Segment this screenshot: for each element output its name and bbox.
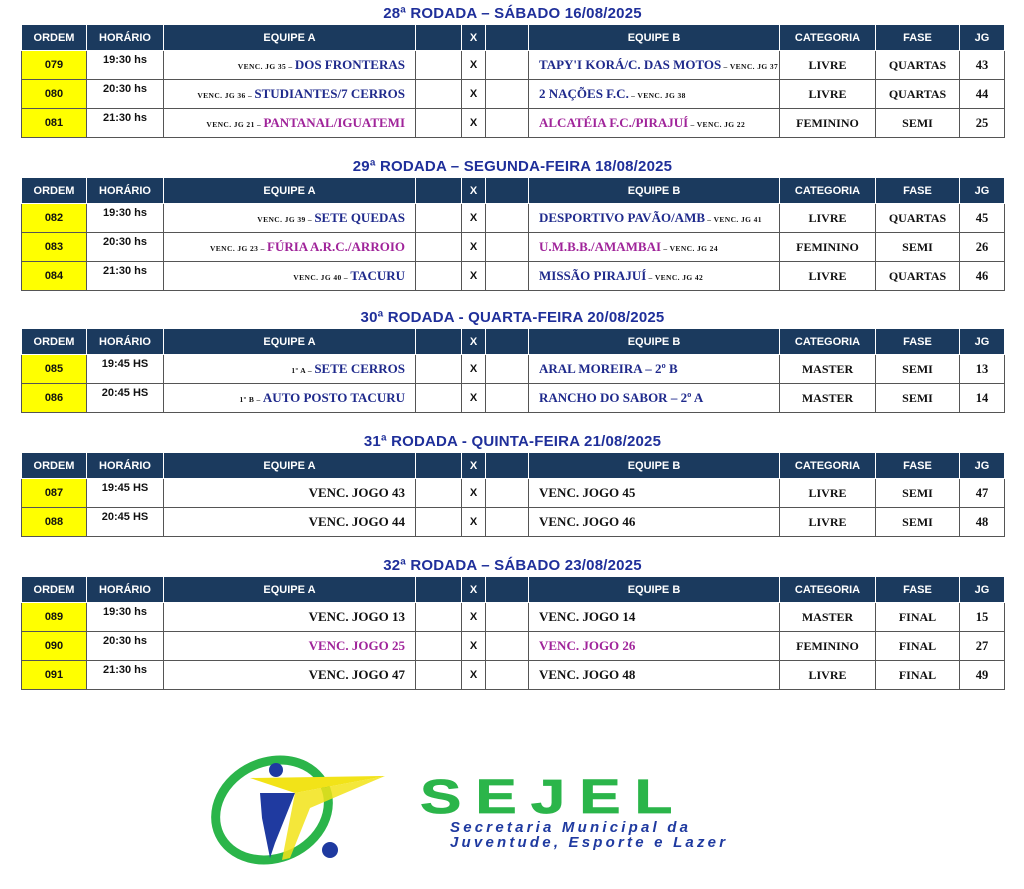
- table-row: [22, 51, 1005, 80]
- sejel-emblem-icon: [200, 748, 400, 878]
- schedule-table: [21, 577, 1005, 690]
- horario-cell: 21:30 hs: [87, 262, 164, 291]
- header-x: X: [462, 178, 486, 204]
- fase-cell: SEMI: [876, 508, 960, 537]
- equipe-a-name: TACURU: [350, 268, 405, 283]
- gap-cell: [486, 603, 529, 632]
- round-section: [21, 156, 1004, 291]
- fase-cell: QUARTAS: [876, 80, 960, 109]
- logo-wordmark: SEJEL: [420, 770, 687, 825]
- schedule-table: [21, 178, 1005, 291]
- ordem-cell: 082: [22, 204, 87, 233]
- equipe-b-suffix: – 2º A: [667, 390, 704, 405]
- header-ordem: ORDEM: [22, 577, 87, 603]
- horario-cell: 19:30 hs: [87, 603, 164, 632]
- versus-cell: X: [462, 233, 486, 262]
- fase-cell: SEMI: [876, 479, 960, 508]
- categoria-cell: LIVRE: [780, 204, 876, 233]
- gap-cell: [486, 508, 529, 537]
- equipe-a-cell: [164, 80, 416, 109]
- gap-cell: [486, 204, 529, 233]
- horario-cell: 19:30 hs: [87, 51, 164, 80]
- header-jg: JG: [960, 329, 1005, 355]
- equipe-b-cell: [529, 109, 780, 138]
- round-title: 31ª RODADA - QUINTA-FEIRA 21/08/2025: [363, 433, 662, 450]
- fase-cell: SEMI: [876, 384, 960, 413]
- schedule-table: [21, 453, 1005, 537]
- equipe-a-prefix: VENC. JG 23 –: [209, 244, 268, 253]
- equipe-a-name: STUDIANTES/7 CERROS: [254, 86, 405, 101]
- horario-cell: 20:45 HS: [87, 384, 164, 413]
- gap-cell: [416, 262, 462, 291]
- versus-cell: X: [462, 479, 486, 508]
- gap-cell: [416, 479, 462, 508]
- gap-cell: [416, 80, 462, 109]
- equipe-b-suffix: – VENC. JG 24: [661, 244, 718, 253]
- header-ordem: ORDEM: [22, 178, 87, 204]
- equipe-b-cell: [529, 204, 780, 233]
- header-gap: [416, 25, 462, 51]
- categoria-cell: FEMININO: [780, 632, 876, 661]
- table-header-row: [22, 178, 1005, 204]
- versus-cell: X: [462, 262, 486, 291]
- equipe-a-prefix: 1º B –: [239, 395, 263, 404]
- header-gap: [486, 453, 529, 479]
- header-jg: JG: [960, 178, 1005, 204]
- equipe-b-name: VENC. JOGO 45: [539, 485, 636, 500]
- ordem-cell: 089: [22, 603, 87, 632]
- table-row: [22, 204, 1005, 233]
- equipe-a-prefix: VENC. JG 21 –: [206, 120, 264, 129]
- versus-cell: X: [462, 355, 486, 384]
- equipe-a-prefix: VENC. JG 39 –: [257, 215, 315, 224]
- equipe-a-name: PANTANAL/IGUATEMI: [263, 115, 405, 130]
- header-categoria: CATEGORIA: [780, 453, 876, 479]
- categoria-cell: LIVRE: [780, 51, 876, 80]
- header-equipe-b: EQUIPE B: [529, 329, 780, 355]
- header-categoria: CATEGORIA: [780, 577, 876, 603]
- equipe-a-name: VENC. JOGO 44: [308, 514, 405, 529]
- equipe-b-suffix: – VENC. JG 38: [628, 91, 686, 100]
- horario-cell: 21:30 hs: [87, 661, 164, 690]
- equipe-a-name: FÚRIA A.R.C./ARROIO: [267, 239, 405, 254]
- header-equipe-a: EQUIPE A: [164, 178, 416, 204]
- round-title: 29ª RODADA – SEGUNDA-FEIRA 18/08/2025: [352, 158, 673, 175]
- ordem-cell: 085: [22, 355, 87, 384]
- gap-cell: [416, 632, 462, 661]
- header-fase: FASE: [876, 25, 960, 51]
- equipe-b-name: ARAL MOREIRA: [539, 361, 642, 376]
- fase-cell: QUARTAS: [876, 204, 960, 233]
- header-gap: [486, 178, 529, 204]
- equipe-a-cell: [164, 603, 416, 632]
- categoria-cell: LIVRE: [780, 479, 876, 508]
- ordem-cell: 081: [22, 109, 87, 138]
- gap-cell: [416, 233, 462, 262]
- gap-cell: [486, 355, 529, 384]
- categoria-cell: FEMININO: [780, 233, 876, 262]
- gap-cell: [486, 109, 529, 138]
- fase-cell: QUARTAS: [876, 262, 960, 291]
- equipe-b-name: RANCHO DO SABOR: [539, 390, 668, 405]
- versus-cell: X: [462, 384, 486, 413]
- equipe-a-prefix: VENC. JG 35 –: [237, 62, 295, 71]
- gap-cell: [486, 661, 529, 690]
- equipe-a-name: VENC. JOGO 43: [308, 485, 405, 500]
- gap-cell: [416, 51, 462, 80]
- jg-cell: 15: [960, 603, 1005, 632]
- table-row: [22, 233, 1005, 262]
- equipe-b-name: VENC. JOGO 14: [539, 609, 636, 624]
- equipe-a-cell: [164, 204, 416, 233]
- table-row: [22, 109, 1005, 138]
- ordem-cell: 083: [22, 233, 87, 262]
- gap-cell: [486, 262, 529, 291]
- categoria-cell: LIVRE: [780, 661, 876, 690]
- jg-cell: 14: [960, 384, 1005, 413]
- equipe-a-cell: [164, 262, 416, 291]
- header-equipe-b: EQUIPE B: [529, 577, 780, 603]
- header-equipe-a: EQUIPE A: [164, 25, 416, 51]
- fase-cell: SEMI: [876, 233, 960, 262]
- jg-cell: 45: [960, 204, 1005, 233]
- equipe-a-cell: [164, 51, 416, 80]
- jg-cell: 44: [960, 80, 1005, 109]
- equipe-a-name: VENC. JOGO 25: [308, 638, 405, 653]
- header-fase: FASE: [876, 178, 960, 204]
- header-categoria: CATEGORIA: [780, 178, 876, 204]
- ordem-cell: 084: [22, 262, 87, 291]
- header-ordem: ORDEM: [22, 329, 87, 355]
- horario-cell: 20:30 hs: [87, 233, 164, 262]
- equipe-b-cell: [529, 262, 780, 291]
- round-section: [21, 3, 1004, 138]
- versus-cell: X: [462, 80, 486, 109]
- equipe-a-cell: [164, 384, 416, 413]
- table-row: [22, 262, 1005, 291]
- equipe-a-cell: [164, 508, 416, 537]
- versus-cell: X: [462, 508, 486, 537]
- equipe-a-cell: [164, 233, 416, 262]
- equipe-b-name: MISSÃO PIRAJUÍ: [539, 268, 647, 283]
- equipe-b-cell: [529, 233, 780, 262]
- equipe-b-cell: [529, 51, 780, 80]
- equipe-b-cell: [529, 603, 780, 632]
- table-header-row: [22, 453, 1005, 479]
- jg-cell: 26: [960, 233, 1005, 262]
- header-gap: [416, 453, 462, 479]
- fase-cell: SEMI: [876, 355, 960, 384]
- gap-cell: [486, 233, 529, 262]
- equipe-b-name: TAPY'I KORÁ/C. DAS MOTOS: [539, 57, 722, 72]
- gap-cell: [416, 661, 462, 690]
- equipe-b-suffix: – 2º B: [641, 361, 678, 376]
- equipe-a-name: AUTO POSTO TACURU: [262, 390, 405, 405]
- ordem-cell: 088: [22, 508, 87, 537]
- table-header-row: [22, 577, 1005, 603]
- header-gap: [416, 329, 462, 355]
- horario-cell: 20:30 hs: [87, 80, 164, 109]
- header-gap: [486, 329, 529, 355]
- table-row: [22, 479, 1005, 508]
- gap-cell: [486, 51, 529, 80]
- header-equipe-a: EQUIPE A: [164, 329, 416, 355]
- jg-cell: 43: [960, 51, 1005, 80]
- header-fase: FASE: [876, 577, 960, 603]
- equipe-b-suffix: – VENC. JG 22: [688, 120, 746, 129]
- header-horario: HORÁRIO: [87, 577, 164, 603]
- equipe-b-cell: [529, 355, 780, 384]
- equipe-a-name: VENC. JOGO 13: [308, 609, 405, 624]
- header-jg: JG: [960, 577, 1005, 603]
- header-jg: JG: [960, 453, 1005, 479]
- table-header-row: [22, 329, 1005, 355]
- jg-cell: 48: [960, 508, 1005, 537]
- table-row: [22, 603, 1005, 632]
- categoria-cell: MASTER: [780, 603, 876, 632]
- fase-cell: QUARTAS: [876, 51, 960, 80]
- equipe-b-cell: [529, 632, 780, 661]
- equipe-b-cell: [529, 508, 780, 537]
- table-row: [22, 80, 1005, 109]
- header-gap: [486, 25, 529, 51]
- header-gap: [416, 577, 462, 603]
- horario-cell: 20:30 hs: [87, 632, 164, 661]
- equipe-a-prefix: VENC. JG 40 –: [293, 273, 351, 282]
- equipe-b-name: VENC. JOGO 26: [539, 638, 636, 653]
- equipe-b-name: VENC. JOGO 48: [539, 667, 636, 682]
- gap-cell: [416, 384, 462, 413]
- ordem-cell: 086: [22, 384, 87, 413]
- header-ordem: ORDEM: [22, 453, 87, 479]
- equipe-a-name: SETE QUEDAS: [314, 210, 405, 225]
- equipe-b-cell: [529, 384, 780, 413]
- fase-cell: FINAL: [876, 661, 960, 690]
- categoria-cell: LIVRE: [780, 80, 876, 109]
- header-horario: HORÁRIO: [87, 453, 164, 479]
- schedule-table: [21, 329, 1005, 413]
- round-title: 28ª RODADA – SÁBADO 16/08/2025: [383, 5, 642, 22]
- equipe-a-cell: [164, 355, 416, 384]
- equipe-b-cell: [529, 80, 780, 109]
- header-equipe-a: EQUIPE A: [164, 577, 416, 603]
- equipe-b-name: ALCATÉIA F.C./PIRAJUÍ: [539, 115, 689, 130]
- table-row: [22, 355, 1005, 384]
- jg-cell: 49: [960, 661, 1005, 690]
- header-horario: HORÁRIO: [87, 329, 164, 355]
- equipe-b-name: 2 NAÇÕES F.C.: [539, 86, 629, 101]
- equipe-b-cell: [529, 661, 780, 690]
- header-x: X: [462, 329, 486, 355]
- versus-cell: X: [462, 661, 486, 690]
- table-header-row: [22, 25, 1005, 51]
- equipe-b-cell: [529, 479, 780, 508]
- header-x: X: [462, 25, 486, 51]
- fase-cell: SEMI: [876, 109, 960, 138]
- round-section: [21, 307, 1004, 413]
- equipe-b-name: VENC. JOGO 46: [539, 514, 636, 529]
- jg-cell: 47: [960, 479, 1005, 508]
- categoria-cell: MASTER: [780, 384, 876, 413]
- header-x: X: [462, 577, 486, 603]
- header-equipe-a: EQUIPE A: [164, 453, 416, 479]
- round-title: 32ª RODADA – SÁBADO 23/08/2025: [383, 557, 642, 574]
- jg-cell: 27: [960, 632, 1005, 661]
- horario-cell: 19:45 HS: [87, 479, 164, 508]
- gap-cell: [416, 109, 462, 138]
- header-gap: [416, 178, 462, 204]
- gap-cell: [486, 384, 529, 413]
- categoria-cell: MASTER: [780, 355, 876, 384]
- equipe-b-name: DESPORTIVO PAVÃO/AMB: [539, 210, 706, 225]
- horario-cell: 19:30 hs: [87, 204, 164, 233]
- header-jg: JG: [960, 25, 1005, 51]
- jg-cell: 13: [960, 355, 1005, 384]
- versus-cell: X: [462, 109, 486, 138]
- categoria-cell: LIVRE: [780, 508, 876, 537]
- fase-cell: FINAL: [876, 603, 960, 632]
- ordem-cell: 079: [22, 51, 87, 80]
- round-section: [21, 555, 1004, 690]
- ordem-cell: 080: [22, 80, 87, 109]
- versus-cell: X: [462, 632, 486, 661]
- header-ordem: ORDEM: [22, 25, 87, 51]
- versus-cell: X: [462, 204, 486, 233]
- gap-cell: [486, 80, 529, 109]
- header-equipe-b: EQUIPE B: [529, 453, 780, 479]
- equipe-a-prefix: VENC. JG 36 –: [197, 91, 255, 100]
- equipe-a-name: VENC. JOGO 47: [308, 667, 405, 682]
- header-categoria: CATEGORIA: [780, 329, 876, 355]
- equipe-b-suffix: – VENC. JG 42: [646, 273, 704, 282]
- gap-cell: [416, 355, 462, 384]
- equipe-b-name: U.M.B.B./AMAMBAI: [539, 239, 662, 254]
- equipe-a-cell: [164, 109, 416, 138]
- equipe-b-suffix: – VENC. JG 41: [705, 215, 762, 224]
- equipe-a-cell: [164, 661, 416, 690]
- header-x: X: [462, 453, 486, 479]
- versus-cell: X: [462, 51, 486, 80]
- equipe-a-name: SETE CERROS: [314, 361, 405, 376]
- header-fase: FASE: [876, 329, 960, 355]
- equipe-a-name: DOS FRONTERAS: [294, 57, 405, 72]
- equipe-a-cell: [164, 479, 416, 508]
- equipe-a-prefix: 1º A –: [291, 366, 315, 375]
- sejel-logo: [200, 748, 840, 878]
- categoria-cell: LIVRE: [780, 262, 876, 291]
- fase-cell: FINAL: [876, 632, 960, 661]
- header-equipe-b: EQUIPE B: [529, 25, 780, 51]
- gap-cell: [486, 479, 529, 508]
- versus-cell: X: [462, 603, 486, 632]
- header-gap: [486, 577, 529, 603]
- categoria-cell: FEMININO: [780, 109, 876, 138]
- table-row: [22, 508, 1005, 537]
- table-row: [22, 661, 1005, 690]
- logo-subtitle-line1: Secretaria Municipal da: [450, 819, 692, 836]
- ordem-cell: 090: [22, 632, 87, 661]
- table-row: [22, 632, 1005, 661]
- round-title: 30ª RODADA - QUARTA-FEIRA 20/08/2025: [360, 309, 665, 326]
- logo-subtitle-line2: Juventude, Esporte e Lazer: [450, 834, 729, 851]
- horario-cell: 21:30 hs: [87, 109, 164, 138]
- round-section: [21, 431, 1004, 537]
- gap-cell: [416, 603, 462, 632]
- jg-cell: 25: [960, 109, 1005, 138]
- header-equipe-b: EQUIPE B: [529, 178, 780, 204]
- equipe-b-suffix: – VENC. JG 37: [721, 62, 779, 71]
- gap-cell: [486, 632, 529, 661]
- header-fase: FASE: [876, 453, 960, 479]
- equipe-a-cell: [164, 632, 416, 661]
- table-row: [22, 384, 1005, 413]
- gap-cell: [416, 204, 462, 233]
- header-horario: HORÁRIO: [87, 178, 164, 204]
- header-categoria: CATEGORIA: [780, 25, 876, 51]
- ordem-cell: 087: [22, 479, 87, 508]
- horario-cell: 19:45 HS: [87, 355, 164, 384]
- gap-cell: [416, 508, 462, 537]
- schedule-table: [21, 25, 1005, 138]
- jg-cell: 46: [960, 262, 1005, 291]
- header-horario: HORÁRIO: [87, 25, 164, 51]
- horario-cell: 20:45 HS: [87, 508, 164, 537]
- ordem-cell: 091: [22, 661, 87, 690]
